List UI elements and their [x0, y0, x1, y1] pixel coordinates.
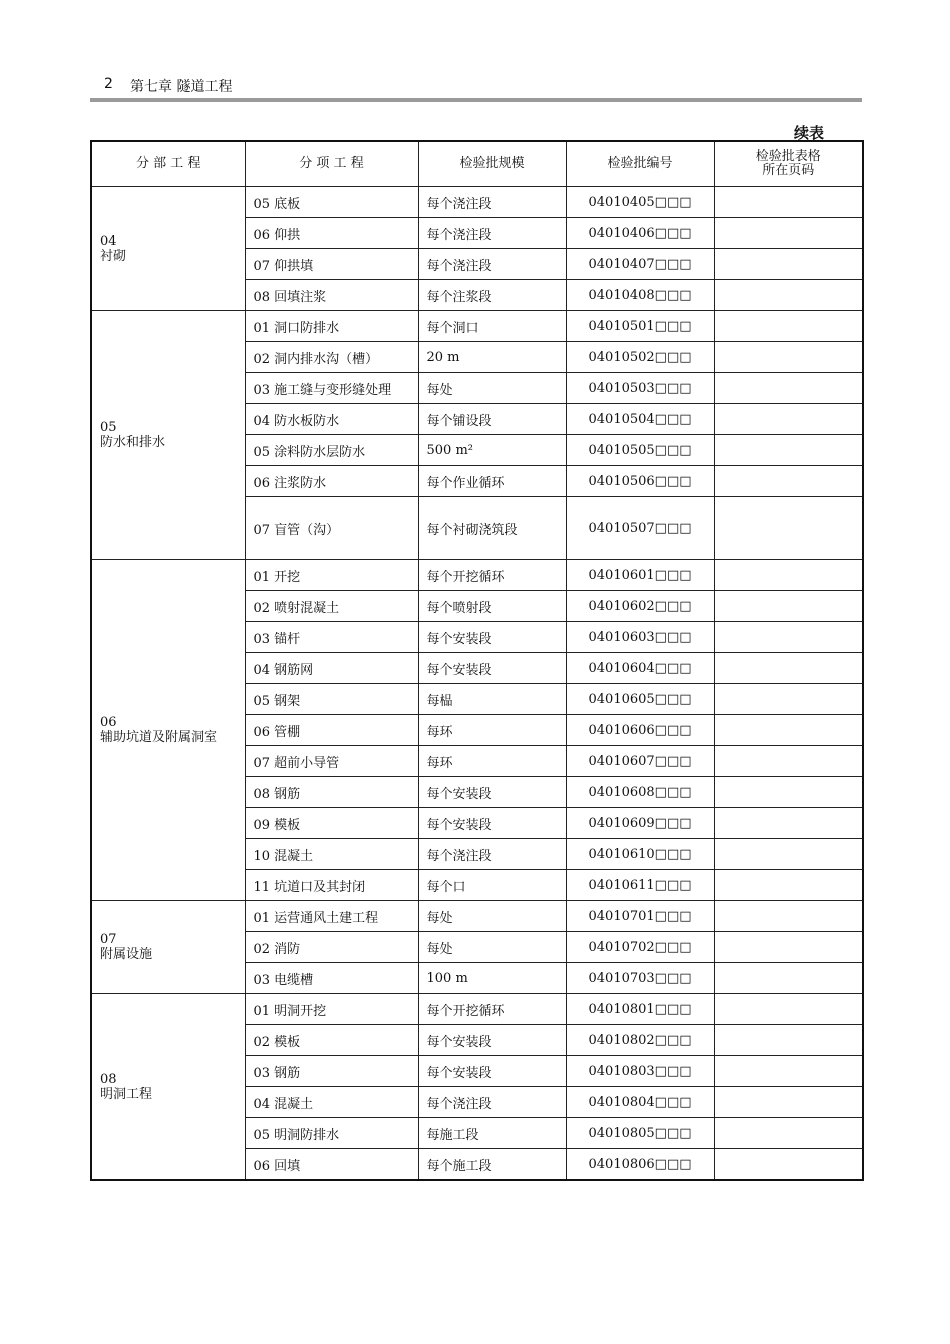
batch-number-cell: 04010803□□□ [566, 1056, 714, 1087]
table-row [91, 560, 863, 591]
scale-cell: 每个浇注段 [418, 1087, 566, 1118]
batch-number-cell: 04010601□□□ [566, 560, 714, 591]
header-rule [90, 98, 862, 102]
batch-number-cell: 04010602□□□ [566, 591, 714, 622]
form-page-cell [714, 218, 863, 249]
item-cell: 06 仰拱 [245, 218, 418, 249]
division-code: 05 [100, 420, 117, 435]
item-cell: 03 钢筋 [245, 1056, 418, 1087]
inspection-batch-table [90, 140, 864, 1181]
table-row [91, 187, 863, 218]
form-page-cell [714, 435, 863, 466]
batch-number-cell: 04010608□□□ [566, 777, 714, 808]
item-cell: 10 混凝土 [245, 839, 418, 870]
division-cell [91, 311, 245, 560]
form-page-cell [714, 373, 863, 404]
item-cell: 04 混凝土 [245, 1087, 418, 1118]
item-cell: 02 模板 [245, 1025, 418, 1056]
form-page-cell [714, 653, 863, 684]
scale-cell: 每处 [418, 901, 566, 932]
item-cell: 03 锚杆 [245, 622, 418, 653]
division-cell [91, 901, 245, 994]
scale-cell: 每个安装段 [418, 1056, 566, 1087]
item-cell: 02 消防 [245, 932, 418, 963]
batch-number-cell: 04010405□□□ [566, 187, 714, 218]
header-division: 分 部 工 程 [91, 141, 245, 187]
scale-cell: 每处 [418, 373, 566, 404]
batch-number-cell: 04010610□□□ [566, 839, 714, 870]
item-cell: 03 电缆槽 [245, 963, 418, 994]
batch-number-cell: 04010605□□□ [566, 684, 714, 715]
form-page-cell [714, 901, 863, 932]
scale-cell: 每个洞口 [418, 311, 566, 342]
scale-cell: 每个铺设段 [418, 404, 566, 435]
page-header [92, 76, 862, 96]
table-header-row [91, 141, 863, 187]
form-page-cell [714, 497, 863, 560]
page-number: 2 [104, 76, 113, 92]
form-page-cell [714, 1056, 863, 1087]
scale-cell: 每环 [418, 746, 566, 777]
item-cell: 05 明洞防排水 [245, 1118, 418, 1149]
item-cell: 05 钢架 [245, 684, 418, 715]
batch-number-cell: 04010504□□□ [566, 404, 714, 435]
item-cell: 08 钢筋 [245, 777, 418, 808]
header-form-page-line: 所在页码 [762, 163, 815, 178]
scale-cell: 每个安装段 [418, 653, 566, 684]
scale-cell: 每个喷射段 [418, 591, 566, 622]
header-item: 分 项 工 程 [245, 141, 418, 187]
batch-number-cell: 04010805□□□ [566, 1118, 714, 1149]
form-page-cell [714, 808, 863, 839]
table-row [91, 311, 863, 342]
batch-number-cell: 04010701□□□ [566, 901, 714, 932]
item-cell: 03 施工缝与变形缝处理 [245, 373, 418, 404]
division-cell [91, 560, 245, 901]
scale-cell: 每个口 [418, 870, 566, 901]
division-code: 06 [100, 715, 117, 730]
item-cell: 01 运营通风土建工程 [245, 901, 418, 932]
item-cell: 02 喷射混凝土 [245, 591, 418, 622]
scale-cell: 每个安装段 [418, 808, 566, 839]
batch-number-cell: 04010507□□□ [566, 497, 714, 560]
scale-cell: 每个浇注段 [418, 839, 566, 870]
division-cell [91, 994, 245, 1181]
form-page-cell [714, 1025, 863, 1056]
scale-cell: 每个浇注段 [418, 249, 566, 280]
batch-number-cell: 04010603□□□ [566, 622, 714, 653]
division-code: 08 [100, 1071, 117, 1087]
form-page-cell [714, 591, 863, 622]
division-code: 07 [100, 932, 117, 947]
batch-number-cell: 04010502□□□ [566, 342, 714, 373]
item-cell: 08 回填注浆 [245, 280, 418, 311]
form-page-cell [714, 1118, 863, 1149]
division-name: 防水和排水 [100, 435, 166, 450]
form-page-cell [714, 342, 863, 373]
item-cell: 01 开挖 [245, 560, 418, 591]
form-page-cell [714, 684, 863, 715]
header-batch-number: 检验批编号 [566, 141, 714, 187]
scale-cell: 500 m² [418, 435, 566, 466]
form-page-cell [714, 963, 863, 994]
division-name: 附属设施 [100, 947, 153, 962]
item-cell: 07 超前小导管 [245, 746, 418, 777]
item-cell: 05 涂料防水层防水 [245, 435, 418, 466]
form-page-cell [714, 280, 863, 311]
form-page-cell [714, 311, 863, 342]
item-cell: 06 回填 [245, 1149, 418, 1181]
scale-cell: 每个施工段 [418, 1149, 566, 1181]
division-cell [91, 187, 245, 311]
table-row [91, 994, 863, 1025]
scale-cell: 每处 [418, 932, 566, 963]
scale-cell: 每个开挖循环 [418, 560, 566, 591]
batch-number-cell: 04010506□□□ [566, 466, 714, 497]
item-cell: 07 仰拱填 [245, 249, 418, 280]
form-page-cell [714, 560, 863, 591]
form-page-cell [714, 839, 863, 870]
scale-cell: 每个安装段 [418, 1025, 566, 1056]
continued-label: 续表 [794, 124, 825, 142]
batch-number-cell: 04010806□□□ [566, 1149, 714, 1181]
form-page-cell [714, 1149, 863, 1181]
item-cell: 05 底板 [245, 187, 418, 218]
batch-number-cell: 04010606□□□ [566, 715, 714, 746]
batch-number-cell: 04010503□□□ [566, 373, 714, 404]
batch-number-cell: 04010611□□□ [566, 870, 714, 901]
scale-cell: 每个注浆段 [418, 280, 566, 311]
form-page-cell [714, 249, 863, 280]
scale-cell: 每个衬砌浇筑段 [418, 497, 566, 560]
form-page-cell [714, 870, 863, 901]
form-page-cell [714, 715, 863, 746]
batch-number-cell: 04010801□□□ [566, 994, 714, 1025]
scale-cell: 每个浇注段 [418, 187, 566, 218]
item-cell: 01 洞口防排水 [245, 311, 418, 342]
scale-cell: 每个开挖循环 [418, 994, 566, 1025]
batch-number-cell: 04010407□□□ [566, 249, 714, 280]
item-cell: 02 洞内排水沟（槽） [245, 342, 418, 373]
division-code: 04 [100, 233, 117, 249]
item-cell: 04 钢筋网 [245, 653, 418, 684]
header-form-page [714, 141, 863, 187]
batch-number-cell: 04010703□□□ [566, 963, 714, 994]
batch-number-cell: 04010501□□□ [566, 311, 714, 342]
item-cell: 07 盲管（沟） [245, 497, 418, 560]
scale-cell: 每个作业循环 [418, 466, 566, 497]
division-name: 辅助坑道及附属洞室 [100, 730, 218, 745]
form-page-cell [714, 466, 863, 497]
header-batch-scale: 检验批规模 [418, 141, 566, 187]
scale-cell: 每个浇注段 [418, 218, 566, 249]
batch-number-cell: 04010604□□□ [566, 653, 714, 684]
form-page-cell [714, 994, 863, 1025]
chapter-title: 第七章 隧道工程 [130, 79, 233, 95]
batch-number-cell: 04010408□□□ [566, 280, 714, 311]
batch-number-cell: 04010505□□□ [566, 435, 714, 466]
batch-number-cell: 04010802□□□ [566, 1025, 714, 1056]
header-form-page-line: 检验批表格 [755, 149, 821, 164]
batch-number-cell: 04010609□□□ [566, 808, 714, 839]
scale-cell: 每榀 [418, 684, 566, 715]
item-cell: 11 坑道口及其封闭 [245, 870, 418, 901]
item-cell: 04 防水板防水 [245, 404, 418, 435]
scale-cell: 100 m [418, 963, 566, 994]
batch-number-cell: 04010804□□□ [566, 1087, 714, 1118]
batch-number-cell: 04010406□□□ [566, 218, 714, 249]
item-cell: 06 管棚 [245, 715, 418, 746]
scale-cell: 每环 [418, 715, 566, 746]
division-name: 明洞工程 [100, 1086, 153, 1102]
form-page-cell [714, 746, 863, 777]
item-cell: 01 明洞开挖 [245, 994, 418, 1025]
table-row [91, 901, 863, 932]
item-cell: 06 注浆防水 [245, 466, 418, 497]
form-page-cell [714, 777, 863, 808]
table-body [91, 187, 863, 1181]
scale-cell: 每个安装段 [418, 777, 566, 808]
batch-number-cell: 04010607□□□ [566, 746, 714, 777]
form-page-cell [714, 404, 863, 435]
scale-cell: 每个安装段 [418, 622, 566, 653]
batch-number-cell: 04010702□□□ [566, 932, 714, 963]
scale-cell: 20 m [418, 342, 566, 373]
form-page-cell [714, 187, 863, 218]
form-page-cell [714, 1087, 863, 1118]
scale-cell: 每施工段 [418, 1118, 566, 1149]
form-page-cell [714, 932, 863, 963]
form-page-cell [714, 622, 863, 653]
division-name: 衬砌 [100, 248, 127, 264]
item-cell: 09 模板 [245, 808, 418, 839]
